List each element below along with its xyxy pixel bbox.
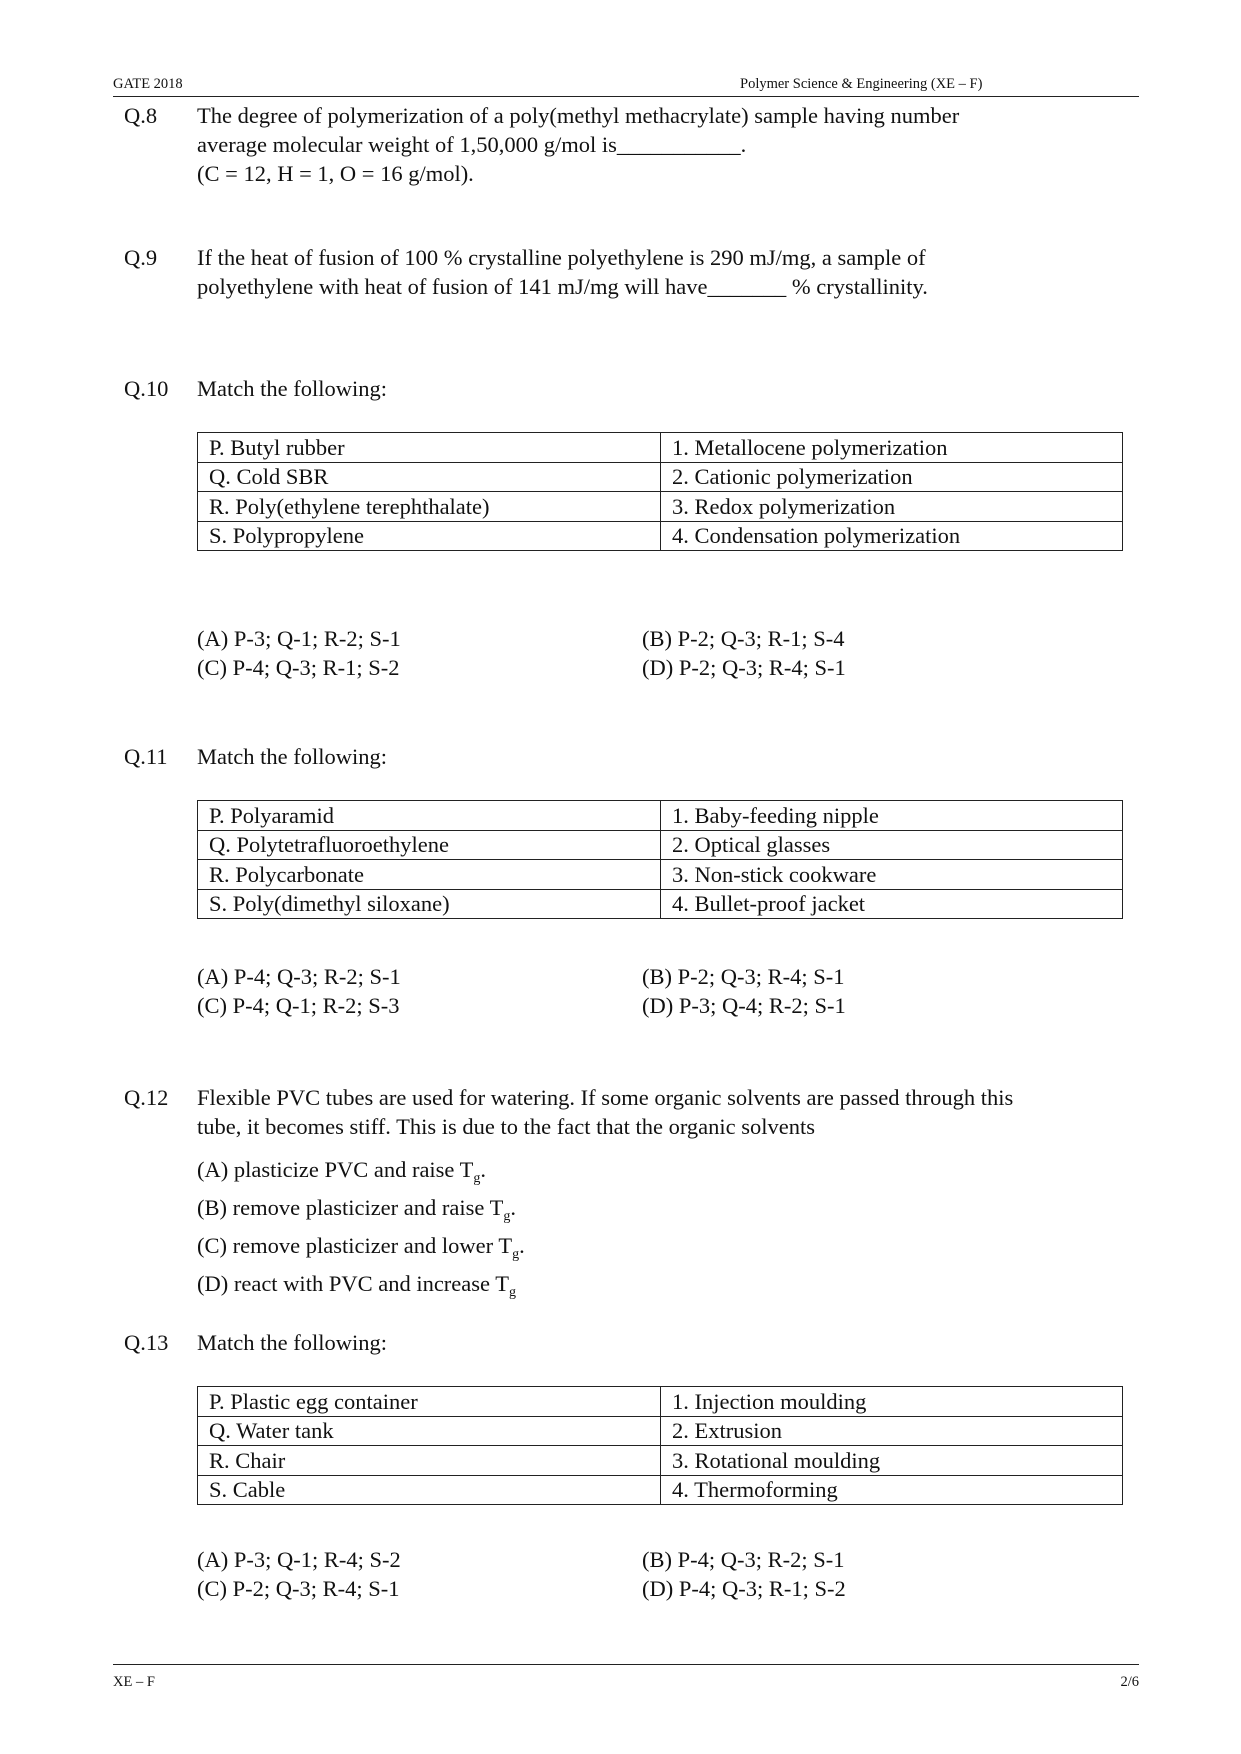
text-line: (C = 12, H = 1, O = 16 g/mol).	[197, 161, 474, 186]
option-b: (B) P-2; Q-3; R-1; S-4	[642, 626, 845, 651]
table-cell: P. Polyaramid	[198, 801, 661, 831]
question-text	[197, 243, 1197, 301]
table-cell: Q. Polytetrafluoroethylene	[198, 830, 661, 860]
option-c: (C) P-4; Q-1; R-2; S-3	[197, 993, 400, 1018]
page-header	[113, 74, 1139, 97]
exam-title: GATE 2018	[113, 76, 183, 92]
table-cell: 3. Rotational moulding	[661, 1446, 1123, 1476]
table-cell: 1. Metallocene polymerization	[661, 433, 1123, 463]
table-row	[198, 462, 1123, 492]
question-prompt	[197, 374, 1197, 403]
table-cell: S. Cable	[198, 1475, 661, 1505]
table-cell: 2. Extrusion	[661, 1416, 1123, 1446]
text-line: average molecular weight of 1,50,000 g/mol is___________.	[197, 132, 747, 157]
option-c: (C) P-4; Q-3; R-1; S-2	[197, 655, 400, 680]
option-d: (D) P-3; Q-4; R-2; S-1	[642, 993, 846, 1018]
table-cell: S. Poly(dimethyl siloxane)	[198, 889, 661, 919]
page-footer	[113, 1664, 1139, 1690]
option-d: (D) P-4; Q-3; R-1; S-2	[642, 1576, 846, 1601]
question-number: Q.11	[124, 744, 168, 769]
table-cell: 1. Injection moulding	[661, 1387, 1123, 1417]
option-b: (B) remove plasticizer and raise $T_g$.	[197, 1195, 516, 1224]
table-row	[198, 830, 1123, 860]
table-cell: 1. Baby-feeding nipple	[661, 801, 1123, 831]
table-cell: 3. Non-stick cookware	[661, 860, 1123, 890]
table-cell: 4. Condensation polymerization	[661, 521, 1123, 551]
text-line: tube, it becomes stiff. This is due to the fact that the organic solvents	[197, 1114, 816, 1139]
text-line: The degree of polymerization of a poly(methyl methacrylate) sample having number	[197, 103, 960, 128]
option-c: (C) remove plasticizer and lower $T_g$.	[197, 1233, 525, 1262]
table-row	[198, 1446, 1123, 1476]
table-row	[198, 521, 1123, 551]
table-cell: 2. Cationic polymerization	[661, 462, 1123, 492]
table-row	[198, 860, 1123, 890]
table-cell: 4. Bullet-proof jacket	[661, 889, 1123, 919]
table-row	[198, 889, 1123, 919]
table-cell: R. Chair	[198, 1446, 661, 1476]
option-a: (A) P-3; Q-1; R-2; S-1	[197, 626, 401, 651]
options-q13	[197, 1545, 1097, 1603]
table-cell: 4. Thermoforming	[661, 1475, 1123, 1505]
prompt-text: Match the following:	[197, 744, 387, 769]
table-row	[198, 801, 1123, 831]
table-cell: 2. Optical glasses	[661, 830, 1123, 860]
question-number: Q.9	[124, 245, 158, 270]
prompt-text: Match the following:	[197, 376, 387, 401]
question-text	[197, 1083, 1197, 1141]
text-line: polyethylene with heat of fusion of 141 mJ/mg will have_______ % crystallinity.	[197, 274, 928, 299]
match-table-q13	[197, 1386, 1123, 1505]
table-cell: 3. Redox polymerization	[661, 492, 1123, 522]
page-number: 2/6	[1120, 1674, 1139, 1690]
table-cell: R. Poly(ethylene terephthalate)	[198, 492, 661, 522]
question-prompt	[197, 1328, 1197, 1357]
table-cell: R. Polycarbonate	[198, 860, 661, 890]
paper-title: Polymer Science & Engineering (XE – F)	[740, 76, 983, 92]
option-a: (A) P-4; Q-3; R-2; S-1	[197, 964, 401, 989]
option-b: (B) P-4; Q-3; R-2; S-1	[642, 1547, 845, 1572]
option-d: (D) react with PVC and increase $T_g$	[197, 1271, 516, 1300]
table-row	[198, 1475, 1123, 1505]
prompt-text: Match the following:	[197, 1330, 387, 1355]
table-cell: P. Butyl rubber	[198, 433, 661, 463]
table-row	[198, 1387, 1123, 1417]
table-row	[198, 1416, 1123, 1446]
question-number: Q.8	[124, 103, 158, 128]
option-d: (D) P-2; Q-3; R-4; S-1	[642, 655, 846, 680]
table-cell: S. Polypropylene	[198, 521, 661, 551]
question-number: Q.13	[124, 1330, 169, 1355]
question-text	[197, 101, 1197, 188]
text-line: Flexible PVC tubes are used for watering. If some organic solvents are passed through this	[197, 1085, 1014, 1110]
table-row	[198, 433, 1123, 463]
table-cell: P. Plastic egg container	[198, 1387, 661, 1417]
paper-code: XE – F	[113, 1674, 155, 1690]
option-b: (B) P-2; Q-3; R-4; S-1	[642, 964, 845, 989]
question-number: Q.10	[124, 376, 169, 401]
text-line: If the heat of fusion of 100 % crystalline polyethylene is 290 mJ/mg, a sample of	[197, 245, 926, 270]
match-table-q11	[197, 800, 1123, 919]
match-table-q10	[197, 432, 1123, 551]
option-a: (A) plasticize PVC and raise $T_g$.	[197, 1157, 487, 1186]
option-a: (A) P-3; Q-1; R-4; S-2	[197, 1547, 401, 1572]
table-cell: Q. Cold SBR	[198, 462, 661, 492]
options-q11	[197, 962, 1097, 1020]
question-number: Q.12	[124, 1085, 169, 1110]
table-cell: Q. Water tank	[198, 1416, 661, 1446]
question-prompt	[197, 742, 1197, 771]
options-q12	[197, 1155, 1097, 1307]
option-c: (C) P-2; Q-3; R-4; S-1	[197, 1576, 400, 1601]
table-row	[198, 492, 1123, 522]
options-q10	[197, 624, 1097, 682]
